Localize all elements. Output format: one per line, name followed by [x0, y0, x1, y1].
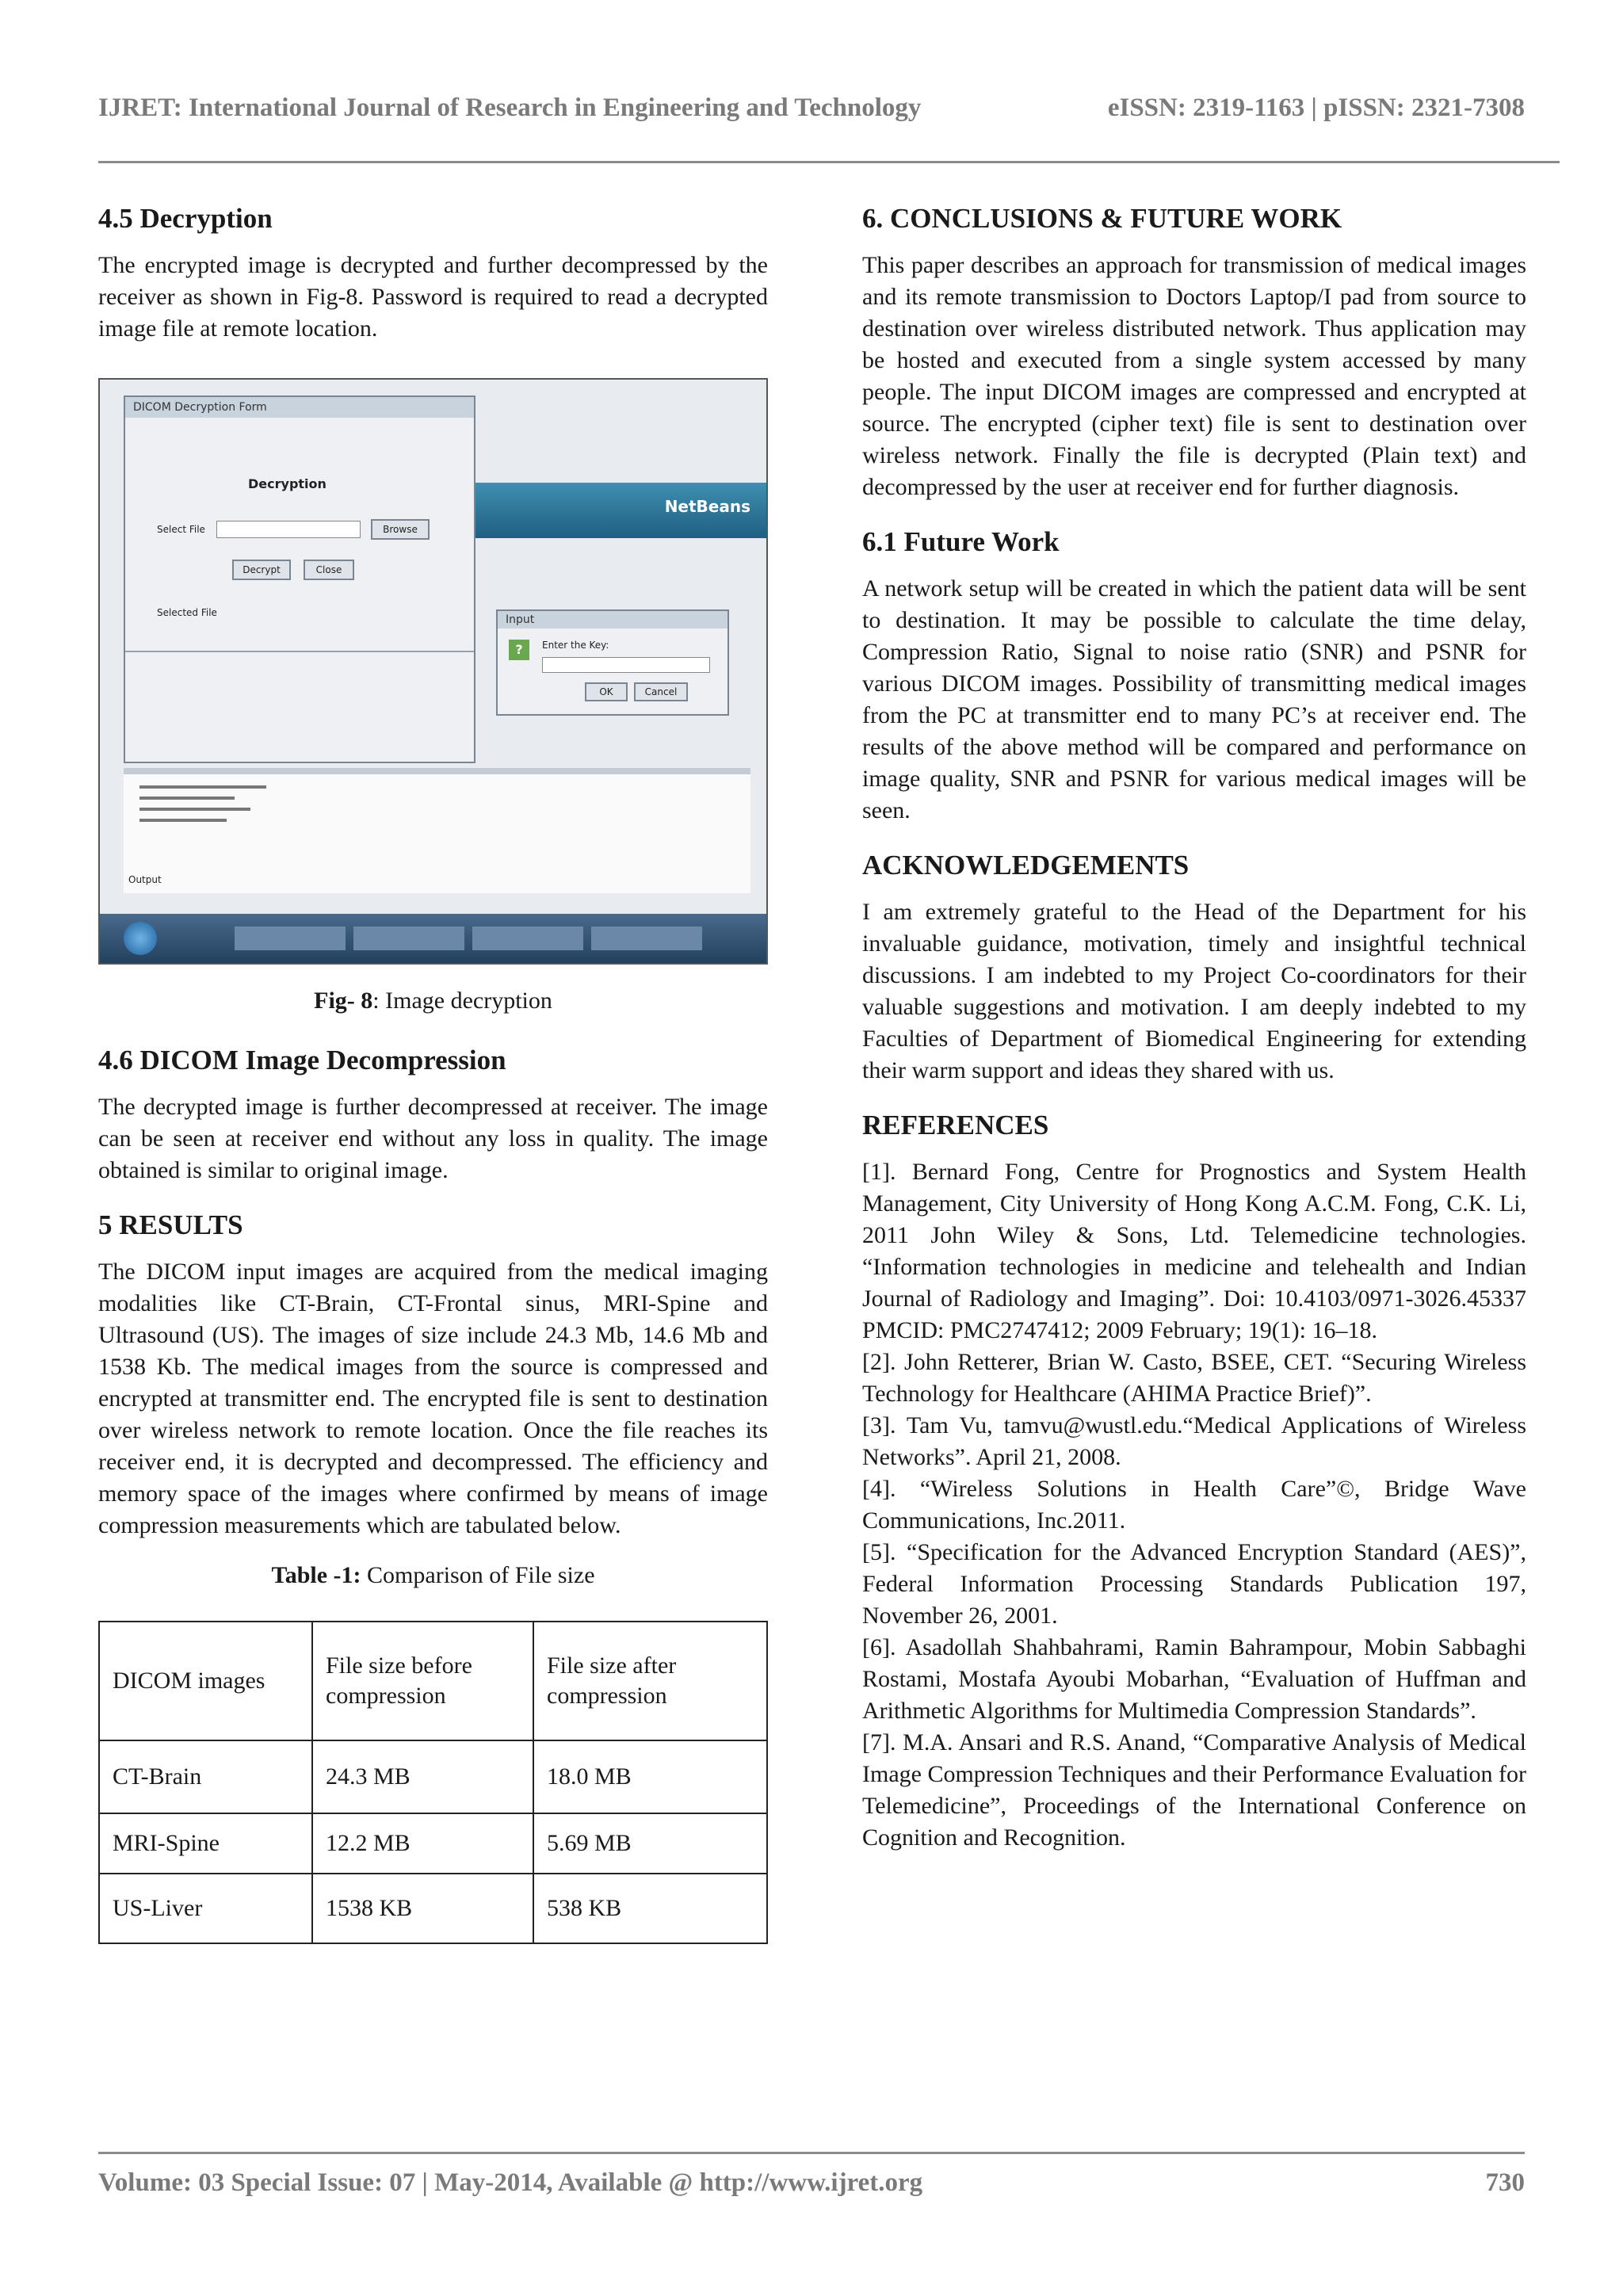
caption-text: : Image decryption [372, 988, 552, 1014]
table-header-cell: DICOM images [99, 1622, 312, 1740]
decrypt-button[interactable]: Decrypt [232, 560, 291, 580]
table-cell: 538 KB [533, 1874, 767, 1943]
reference-item: [1]. Bernard Fong, Centre for Prognostics and System Health Management, City University of Hong Kong A.C.M. Fong, C.K. Li, 2011 John Wiley & Sons, Ltd. Telemedicine technologies. “Information technologies in medicine and telehealth and Indian Journal of Radiology and Imaging”. Doi: 10.4103/0971-3026.45337 PMCID: PMC2747412; 2009 February; 19(1): 16–18. [862, 1159, 1526, 1343]
browse-button[interactable]: Browse [371, 519, 430, 540]
figure-8-screenshot [98, 378, 768, 965]
reference-item: [5]. “Specification for the Advanced Encryption Standard (AES)”, Federal Information Processing Standards Publication 197, November 26, 2001. [862, 1539, 1526, 1629]
journal-title: IJRET: International Journal of Research in Engineering and Technology [98, 94, 922, 122]
table-cell: US-Liver [99, 1874, 312, 1943]
table-row [99, 1874, 767, 1943]
section-body: The decrypted image is further decompressed at receiver. The image can be seen at receiver end without any loss in quality. The image obtained is similar to original image. [98, 1094, 768, 1183]
table-header-cell: File size after compression [533, 1622, 767, 1740]
table-cell: 12.2 MB [312, 1813, 533, 1874]
table-header-row [99, 1622, 767, 1740]
section-title: 5 RESULTS [98, 1209, 243, 1240]
section-5 [98, 1209, 768, 1541]
table-cell: 1538 KB [312, 1874, 533, 1943]
close-button[interactable]: Close [304, 560, 354, 580]
output-line [139, 819, 227, 822]
section-title: ACKNOWLEDGEMENTS [862, 850, 1190, 881]
section-4-6 [98, 1044, 768, 1186]
ok-button[interactable]: OK [585, 682, 628, 701]
file-size-table [98, 1621, 768, 1944]
left-column [98, 202, 768, 1944]
section-4-5 [98, 202, 768, 345]
section-title: 4.6 DICOM Image Decompression [98, 1045, 506, 1075]
table-row [99, 1740, 767, 1813]
dialog-prompt: Enter the Key: [542, 640, 609, 651]
section-body: The DICOM input images are acquired from the medical imaging modalities like CT-Brain, CT-Frontal sinus, MRI-Spine and Ultrasound (US). The images of size include 24.3 Mb, 14.6 Mb and 1538 Kb. The medical images from the source is compressed and encrypted at transmitter end. The encrypted file is sent to destination over wireless network to remote location. Once the file reaches its receiver end, it is decrypted and decompressed. The efficiency and memory space of the images where confirmed by means of image compression measurements which are tabulated below. [98, 1259, 768, 1538]
table-cell: 24.3 MB [312, 1740, 533, 1813]
taskbar-item[interactable] [235, 926, 346, 950]
reference-item: [3]. Tam Vu, tamvu@wustl.edu.“Medical Applications of Wireless Networks”. April 21, 2008. [862, 1412, 1526, 1470]
reference-item: [6]. Asadollah Shahbahrami, Ramin Bahrampour, Mobin Sabbaghi Rostami, Mostafa Ayoubi Mobarhan, “Evaluation of Huffman and Arithmetic Algorithms for Multimedia Compression Standards”. [862, 1634, 1526, 1724]
reference-item: [7]. M.A. Ansari and R.S. Anand, “Comparative Analysis of Medical Image Compression Techniques and their Performance Evaluation for Telemedicine”, Proceedings of the International Conference on Cognition and Recognition. [862, 1729, 1526, 1851]
running-footer [98, 2168, 1525, 2198]
start-icon[interactable] [124, 922, 157, 955]
taskbar [100, 914, 766, 963]
reference-item: [4]. “Wireless Solutions in Health Care”©, Bridge Wave Communications, Inc.2011. [862, 1476, 1526, 1534]
ide-banner [472, 483, 766, 538]
table-header-cell: File size before compression [312, 1622, 533, 1740]
acknowledgements [862, 849, 1526, 1087]
references [862, 1109, 1526, 1854]
header-rule [98, 161, 1560, 163]
form-heading: Decryption [248, 476, 327, 491]
section-6 [862, 202, 1526, 503]
taskbar-item[interactable] [472, 926, 583, 950]
table-caption-label: Table -1: [271, 1562, 361, 1588]
section-title: REFERENCES [862, 1110, 1049, 1140]
decryption-window [124, 395, 475, 763]
window-title: DICOM Decryption Form [125, 397, 474, 418]
output-line [139, 808, 250, 811]
right-column [862, 202, 1526, 1854]
table-caption [98, 1562, 768, 1589]
cancel-button[interactable]: Cancel [634, 682, 688, 701]
question-icon: ? [509, 640, 529, 660]
table-cell: CT-Brain [99, 1740, 312, 1813]
table-cell: 5.69 MB [533, 1813, 767, 1874]
figure-caption [98, 985, 768, 1017]
output-panel [124, 768, 750, 893]
window-divider [125, 651, 474, 652]
section-title: 6. CONCLUSIONS & FUTURE WORK [862, 203, 1342, 234]
section-body: This paper describes an approach for transmission of medical images and its remote transmission to Doctors Laptop/I pad from source to destination over wireless distributed network. Thus application may be hosted and executed from a single system accessed by many people. The input DICOM images are compressed and encrypted at source. The encrypted (cipher text) file is sent to destination over wireless network. Finally the file is decrypted (Plain text) and decompressed by the user at receiver end for further diagnosis. [862, 252, 1526, 500]
section-body: A network setup will be created in which the patient data will be sent to destination. It may be possible to calculate the time delay, Compression Ratio, Signal to noise ratio (SNR) and PSNR for various DICOM images. Possibility of transmitting medical images from the PC at transmitter end to many PC’s at receiver end. The results of the above method will be compared and performance on image quality, SNR and PSNR for various medical images will be seen. [862, 575, 1526, 823]
output-line [139, 797, 235, 800]
caption-label: Fig- 8 [314, 988, 373, 1014]
section-6-1 [862, 525, 1526, 827]
issn: eISSN: 2319-1163 | pISSN: 2321-7308 [1107, 94, 1525, 122]
section-body: I am extremely grateful to the Head of the Department for his invaluable guidance, motivation, timely and insightful technical discussions. I am indebted to my Project Co-coordinators for their valuable suggestions and motivation. I am deeply indebted to my Faculties of Department of Biomedical Engineering for extending their warm support and ideas they shared with us. [862, 899, 1526, 1083]
footer-rule [98, 2152, 1525, 2154]
table-caption-text: Comparison of File size [361, 1562, 595, 1588]
running-header [98, 94, 1525, 123]
footer-volume: Volume: 03 Special Issue: 07 | May-2014, Available @ http://www.ijret.org [98, 2168, 923, 2197]
taskbar-item[interactable] [353, 926, 464, 950]
section-body: The encrypted image is decrypted and further decompressed by the receiver as shown in Fig-8. Password is required to read a decrypted image file at remote location. [98, 252, 768, 342]
selected-file-label: Selected File [157, 607, 217, 618]
key-input[interactable] [542, 657, 710, 673]
output-tab[interactable]: Output [128, 874, 162, 885]
file-path-input[interactable] [216, 521, 361, 538]
reference-item: [2]. John Retterer, Brian W. Casto, BSEE, CET. “Securing Wireless Technology for Healthcare (AHIMA Practice Brief)”. [862, 1349, 1526, 1407]
section-title: 6.1 Future Work [862, 526, 1060, 557]
input-dialog [496, 609, 729, 716]
ide-banner-text: NetBeans [664, 497, 750, 516]
taskbar-item[interactable] [591, 926, 702, 950]
table-row [99, 1813, 767, 1874]
section-title: 4.5 Decryption [98, 203, 273, 234]
dialog-title: Input [498, 611, 727, 628]
output-line [139, 785, 266, 789]
table-cell: MRI-Spine [99, 1813, 312, 1874]
select-file-label: Select File [157, 524, 205, 535]
table-cell: 18.0 MB [533, 1740, 767, 1813]
page-number: 730 [1485, 2168, 1525, 2197]
